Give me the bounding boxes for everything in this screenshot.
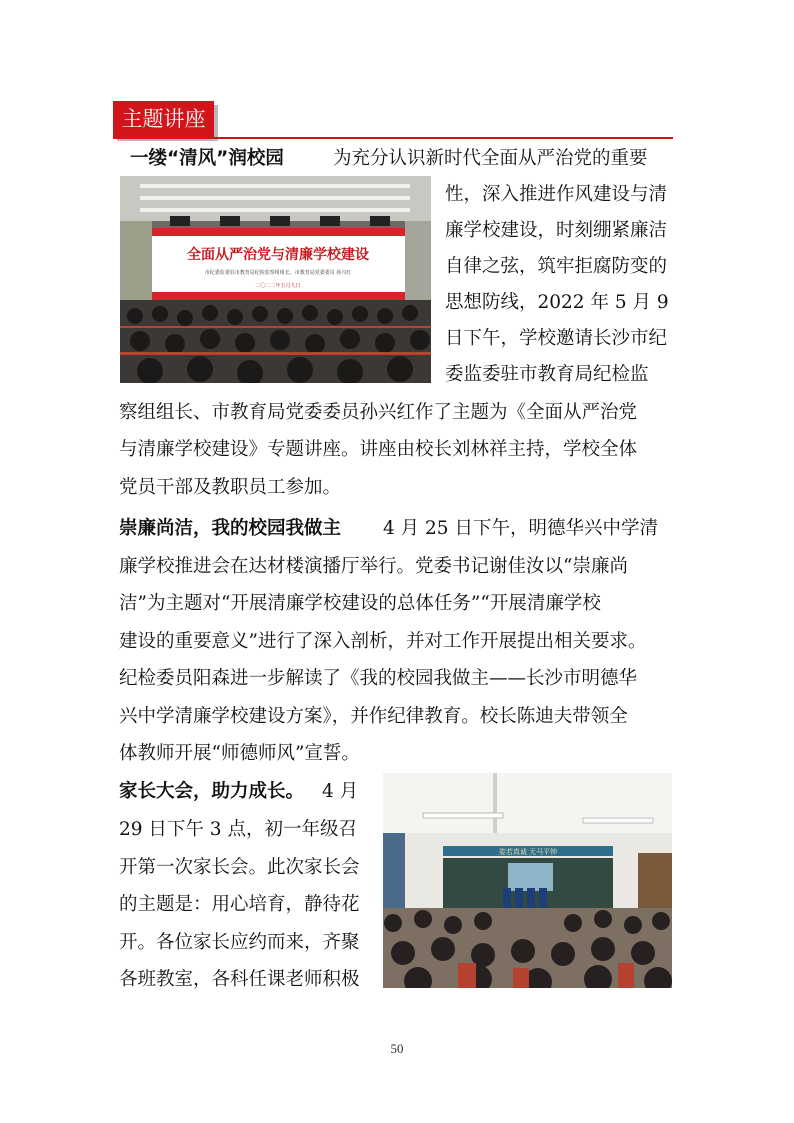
p1-line: 委监委驻市教育局纪检监 [445,364,649,385]
p1-line: 日下午，学校邀请长沙市纪 [445,328,668,349]
p1-line: 性，深入推进作风建设与清 [445,184,668,205]
p1-line: 党员干部及教职员工参加。 [119,477,342,498]
p1-heading: 一缕“清风”润校园 [130,148,284,169]
section-title: 主题讲座 [113,101,214,137]
p2-heading: 崇廉尚洁，我的校园我做主 [119,518,342,539]
p2-line: 廉学校推进会在达材楼演播厅举行。党委书记谢佳汝以“崇廉尚 [119,556,628,577]
p2-line: 纪检委员阳森进一步解读了《我的校园我做主——长沙市明德华 [119,668,638,689]
lecture-photo [120,176,431,383]
p3-line: 各班教室，各科任课老师积极 [119,969,360,990]
banner-date: 二〇二二年五月九日 [255,283,301,289]
p2-line: 体教师开展“师德师风”宣誓。 [119,743,360,764]
banner-subtitle: 市纪委监委驻市教育局纪检监察组组长、市教育局党委委员 孙兴红 [204,270,352,276]
p1-line: 廉学校建设，时刻绷紧廉洁 [445,220,668,241]
p3-line: 开第一次家长会。此次家长会 [119,857,360,878]
p1-line: 自律之弦，筑牢拒腐防变的 [445,256,668,277]
p3-line: 4 月 [322,781,359,802]
p2-line: 洁”为主题对“开展清廉学校建设的总体任务”“开展清廉学校 [119,593,601,614]
p2-line: 建设的重要意义”进行了深入剖析，并对工作开展提出相关要求。 [119,631,647,652]
p2-line: 4 月 25 日下午，明德华兴中学清 [383,518,658,539]
board-slogan: 姿若真诚 无马平钟 [498,848,558,856]
p3-line: 的主题是：用心培育，静待花 [119,894,360,915]
classroom-photo [383,773,672,988]
p3-heading: 家长大会，助力成长。 [119,781,305,802]
p1-line: 为充分认识新时代全面从严治党的重要 [333,148,648,169]
p1-line: 思想防线，2022 年 5 月 9 [445,292,669,313]
p1-line: 与清廉学校建设》专题讲座。讲座由校长刘林祥主持，学校全体 [119,439,638,460]
p3-line: 开。各位家长应约而来，齐聚 [119,932,360,953]
page-number: 50 [390,1041,404,1056]
section-divider [113,137,673,139]
p2-line: 兴中学清廉学校建设方案》，并作纪律教育。校长陈迪夫带领全 [119,706,628,727]
p1-line: 察组组长、市教育局党委委员孙兴红作了主题为《全面从严治党 [119,402,638,423]
p3-line: 29 日下午 3 点，初一年级召 [119,819,357,840]
banner-title: 全面从严治党与清廉学校建设 [187,247,369,263]
